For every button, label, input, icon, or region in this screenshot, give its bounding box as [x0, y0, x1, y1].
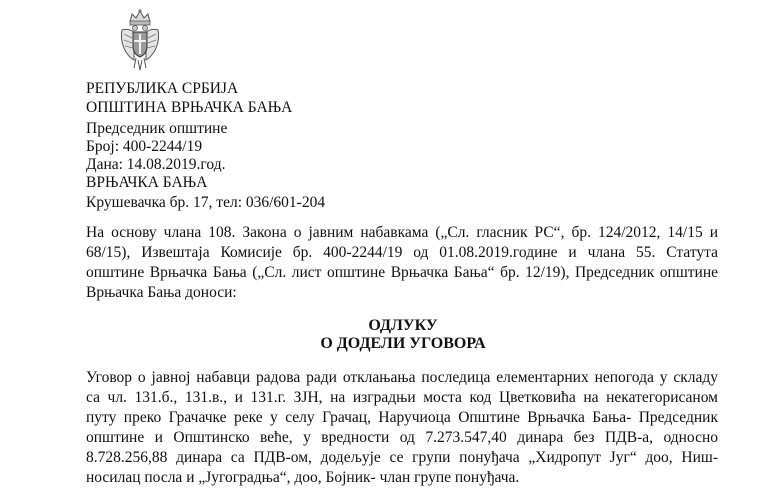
- header-city: ВРЊАЧКА БАЊА: [86, 174, 208, 191]
- intro-line: општине Врњачка Бања („Сл. лист општине Врњачка Бања“ бр. 12/19), Председник општине: [86, 264, 718, 281]
- body-paragraph: [86, 368, 718, 488]
- body-line: општине и Општинско веће, у вредности од 7.273.547,40 динара без ПДВ-а, односно: [86, 429, 718, 446]
- body-line: са чл. 131.б., 131.в., и 131.г. ЗЈН, на изградњи моста код Цветковића на некатегорисаном: [86, 389, 718, 406]
- intro-line: Врњачка Бања доноси:: [86, 284, 237, 301]
- intro-paragraph: [86, 223, 718, 303]
- header-municipality: ОПШТИНА ВРЊАЧКА БАЊА: [86, 99, 293, 116]
- serbian-coat-of-arms-icon: [118, 8, 162, 72]
- body-line: 8.728.256,88 динара са ПДВ-ом, додељује се групи понуђача „Хидропут Југ“ доо, Ниш-: [86, 449, 718, 466]
- intro-line: 68/15), Извештаја Комисије бр. 400-2244/19 од 01.08.2019.године и члана 55. Статута: [86, 244, 718, 261]
- header-republic: РЕПУБЛИКА СРБИЈА: [86, 80, 239, 97]
- decision-title: ОДЛУКУ: [368, 317, 438, 334]
- header-date: Дана: 14.08.2019.год.: [86, 156, 226, 173]
- body-line: Уговор о јавној набавци радова ради отклањања последица елементарних непогода у складу: [86, 369, 718, 386]
- decision-subtitle: О ДОДЕЛИ УГОВОРА: [320, 335, 486, 352]
- intro-line: На основу члана 108. Закона о јавним набавкама („Сл. гласник РС“, бр. 124/2012, 14/15 и: [86, 224, 718, 241]
- body-line: путу преко Грачачке реке у селу Грачац, Наручиоца Општине Врњачка Бања- Председник: [86, 409, 718, 426]
- header-address: Крушевачка бр. 17, тел: 036/601-204: [86, 194, 326, 211]
- header-office: Председник општине: [86, 120, 228, 137]
- header-document-number: Број: 400-2244/19: [86, 138, 203, 155]
- body-line: носилац посла и „Југоградња“, доо, Бојник- члан групе понуђача.: [86, 469, 520, 486]
